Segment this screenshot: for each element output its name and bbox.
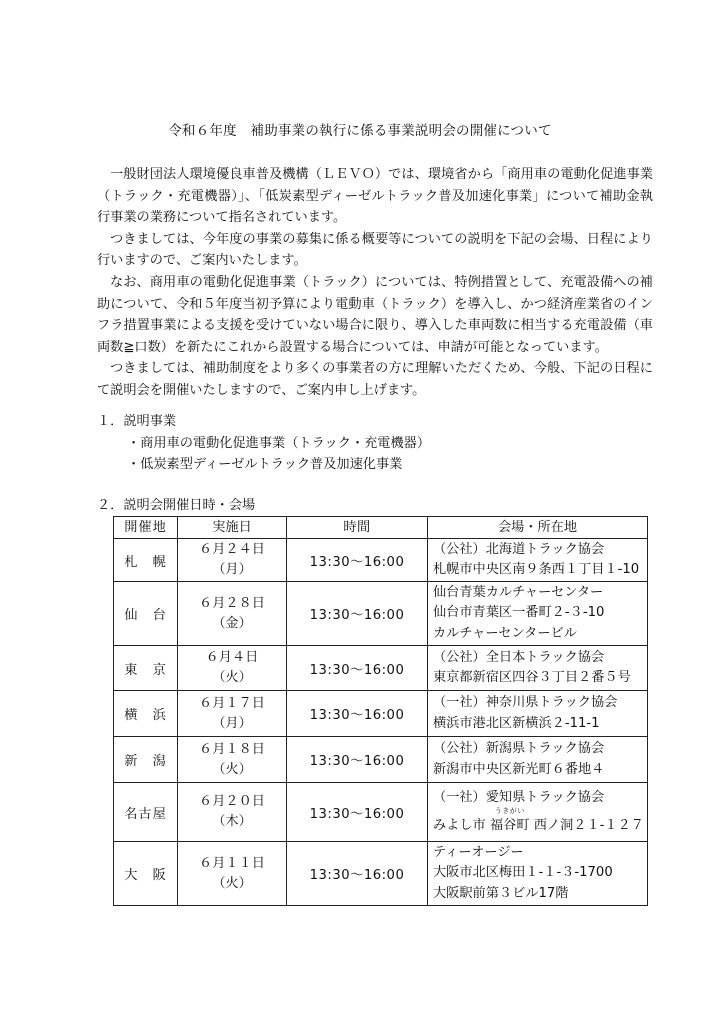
date-text: ６月２０日 — [199, 794, 265, 809]
venue-line: （一社）愛知県トラック協会 — [433, 789, 605, 805]
venue-cell — [428, 691, 648, 737]
venue-line: 東京都新宿区四谷３丁目２番５号 — [433, 670, 631, 685]
venue-line: ティーオージー — [433, 844, 524, 860]
date-text: ６月１１日 — [199, 855, 265, 871]
venue-line: 仙台青葉カルチャーセンター — [433, 584, 604, 600]
table-row — [114, 737, 648, 783]
header-city: 開催地 — [114, 517, 178, 539]
section-programs-heading: １．説明事業 — [97, 414, 177, 429]
city-cell: 名古屋 — [114, 783, 178, 842]
section-programs — [97, 411, 430, 476]
date-cell — [178, 691, 287, 737]
weekday-text: （火） — [212, 761, 252, 777]
weekday-text: （火） — [212, 875, 252, 891]
venue-line: 札幌市中央区南９条西１丁目１-10 — [433, 562, 640, 577]
venue-line: 新潟市中央区新光町６番地４ — [433, 761, 605, 777]
paragraph-1: 一般財団法人環境優良車普及機構（ＬＥＶＯ）では、環境省から「商用車の電動化促進事業（トラック・充電機器）」、「低炭素型ディーゼルトラック普及加速化事業」について補助金執行事業の業務について指名されています。 — [97, 167, 653, 226]
city-cell: 新 潟 — [114, 737, 178, 783]
table-row — [114, 646, 648, 691]
ruby-base: 福谷町 — [489, 818, 530, 833]
city-cell: 大 阪 — [114, 842, 178, 906]
venue-line: （公社）全日本トラック協会 — [433, 649, 605, 665]
weekday-text: （火） — [212, 670, 252, 685]
city-cell: 東 京 — [114, 646, 178, 691]
date-cell — [178, 539, 287, 582]
date-text: ６月１７日 — [199, 695, 265, 711]
header-venue: 会場・所在地 — [428, 517, 648, 539]
paragraph-4: つきましては、補助制度をより多くの事業者の方に理解いただくため、今般、下記の日程にて説明会を開催いたしますので、ご案内申し上げます。 — [97, 361, 653, 398]
header-time: 時間 — [287, 517, 428, 539]
date-cell — [178, 737, 287, 783]
venue-address — [433, 807, 647, 837]
table-row — [114, 691, 648, 737]
venue-cell — [428, 842, 648, 906]
address-prefix: みよし市 — [433, 818, 490, 833]
date-text: ６月２４日 — [199, 542, 265, 557]
date-text: ６月１８日 — [199, 741, 265, 757]
date-cell — [178, 783, 287, 842]
weekday-text: （月） — [212, 562, 252, 577]
weekday-text: （金） — [212, 615, 252, 631]
date-cell — [178, 582, 287, 646]
venue-line: （公社）北海道トラック協会 — [433, 541, 605, 557]
time-cell: 13:30～16:00 — [287, 582, 428, 646]
venue-cell — [428, 582, 648, 646]
venue-cell — [428, 737, 648, 783]
program-item: ・商用車の電動化促進事業（トラック・充電機器） — [127, 435, 431, 451]
table-row — [114, 842, 648, 906]
program-item: ・低炭素型ディーゼルトラック普及加速化事業 — [127, 457, 403, 473]
table-row — [114, 582, 648, 646]
date-text: ６月２８日 — [199, 595, 265, 611]
time-cell: 13:30～16:00 — [287, 737, 428, 783]
table-header-row — [114, 517, 648, 539]
document-title: 令和６年度 補助事業の執行に係る事業説明会の開催について — [168, 123, 552, 139]
venue-line: （公社）新潟県トラック協会 — [433, 741, 605, 756]
time-cell: 13:30～16:00 — [287, 539, 428, 582]
table-row — [114, 539, 648, 582]
venue-cell — [428, 646, 648, 691]
weekday-text: （木） — [212, 814, 252, 829]
table-row — [114, 783, 648, 842]
city-cell: 仙 台 — [114, 582, 178, 646]
city-cell: 横 浜 — [114, 691, 178, 737]
address-suffix: 西ノ洞２１-１２７ — [529, 818, 644, 833]
date-cell — [178, 646, 287, 691]
schedule-table — [113, 516, 648, 906]
intro-body — [97, 164, 653, 402]
time-cell: 13:30～16:00 — [287, 691, 428, 737]
venue-line: カルチャーセンタービル — [433, 625, 577, 641]
paragraph-3: なお、商用車の電動化促進事業（トラック）については、特例措置として、充電設備への補助について、令和５年度当初予算により電動車（トラック）を導入し、かつ経済産業省のインフラ措置事業による支援を受けていない場合に限り、導入した車両数に相当する充電設備（車両数≧口数）を新たにこれから設置する場合については、申請が可能となっています。 — [97, 274, 653, 355]
venue-line: 仙台市青葉区一番町２-３-10 — [433, 605, 605, 621]
venue-line: （一社）神奈川県トラック協会 — [433, 695, 618, 710]
venue-cell — [428, 539, 648, 582]
section-schedule-heading: ２．説明会開催日時・会場 — [97, 498, 256, 513]
city-cell: 札 幌 — [114, 539, 178, 582]
time-cell: 13:30～16:00 — [287, 646, 428, 691]
venue-line: 横浜市港北区新横浜２-11-1 — [433, 715, 600, 731]
venue-cell — [428, 783, 648, 842]
venue-line: 大阪市北区梅田１-１-３-1700 — [433, 865, 613, 881]
time-cell: 13:30～16:00 — [287, 783, 428, 842]
ruby-town — [489, 807, 530, 837]
date-cell — [178, 842, 287, 906]
date-text: ６月４日 — [205, 650, 259, 665]
header-date: 実施日 — [178, 517, 287, 539]
paragraph-2: つきましては、今年度の事業の募集に係る概要等についての説明を下記の会場、日程により行いますので、ご案内いたします。 — [97, 231, 653, 269]
ruby-reading: うきがい — [494, 807, 525, 815]
venue-line: 大阪駅前第３ビル17階 — [433, 885, 569, 901]
time-cell: 13:30～16:00 — [287, 842, 428, 906]
weekday-text: （月） — [212, 715, 252, 731]
